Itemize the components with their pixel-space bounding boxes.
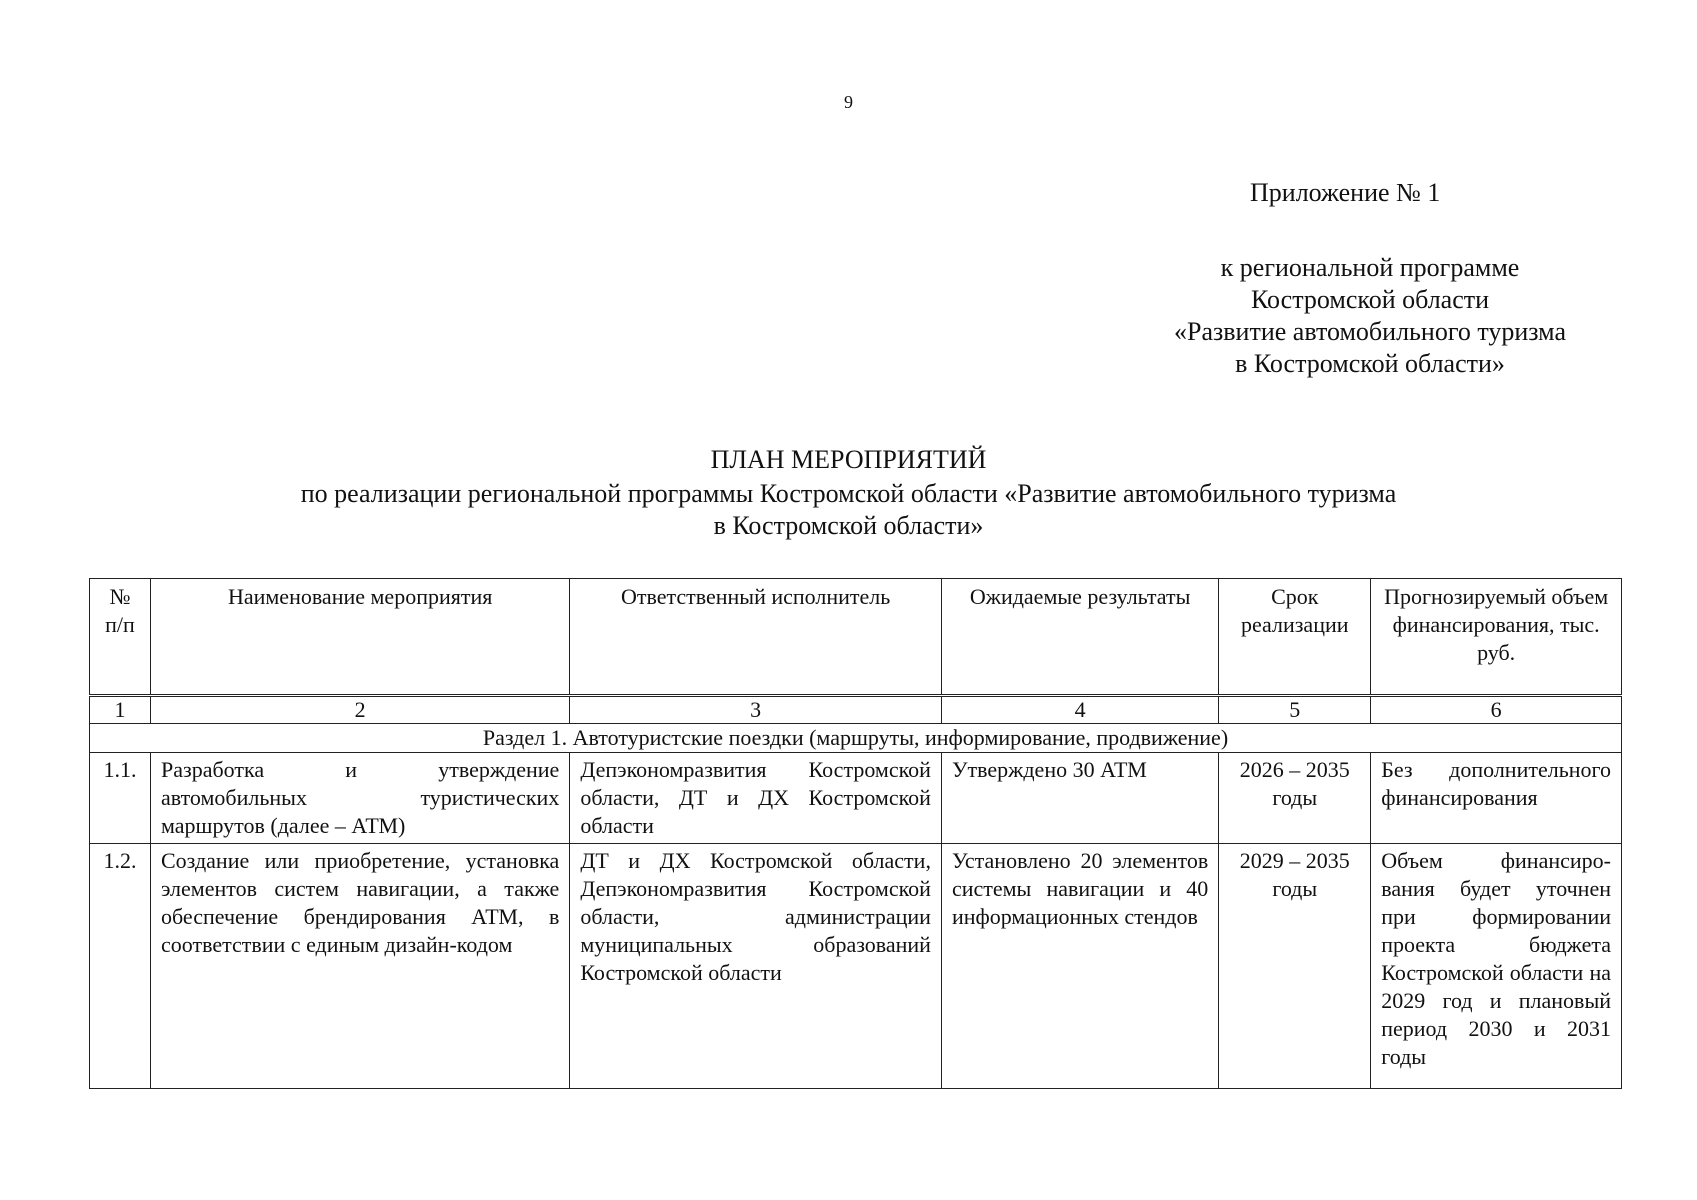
plan-table xyxy=(89,578,1622,1089)
header-number: № п/п xyxy=(90,579,151,696)
plan-subtitle-line: по реализации региональной программы Костромской области «Развитие автомобильного туризма xyxy=(300,479,1397,508)
row-funding: Объем финансиро-вания будет уточнен при формировании проекта бюджета Костромской области на 2029 год и плановый период 2030 и 2031 годы xyxy=(1371,844,1622,1089)
appendix-line: к региональной программе xyxy=(1220,253,1520,282)
row-period: 2029 – 2035 годы xyxy=(1219,844,1371,1089)
section-title: Раздел 1. Автотуристские поездки (маршруты, информирование, продвижение) xyxy=(90,724,1622,753)
column-number: 1 xyxy=(90,696,151,724)
row-executor: Депэкономразвития Костромской области, ДТ и ДХ Костромской области xyxy=(570,753,942,844)
table-header-row xyxy=(90,579,1622,696)
row-funding: Без дополнительного финансирования xyxy=(1371,753,1622,844)
row-name: Создание или приобретение, установка элементов систем навигации, а также обеспечение брендирования АТМ, в соответствии с единым дизайн-кодом xyxy=(151,844,570,1089)
row-name: Разработка и утверждение автомобильных туристических маршрутов (далее – АТМ) xyxy=(151,753,570,844)
column-number: 3 xyxy=(570,696,942,724)
section-row xyxy=(90,724,1622,753)
row-number: 1.2. xyxy=(90,844,151,1089)
table-row xyxy=(90,753,1622,844)
header-funding: Прогнозируемый объем финансирования, тыс. руб. xyxy=(1371,579,1622,696)
column-number: 2 xyxy=(151,696,570,724)
row-executor: ДТ и ДХ Костромской области, Депэкономразвития Костромской области, администрации муниципальных образований Костромской области xyxy=(570,844,942,1089)
page-number: 9 xyxy=(844,92,853,112)
row-number: 1.1. xyxy=(90,753,151,844)
row-result: Установлено 20 элементов системы навигации и 40 информационных стендов xyxy=(941,844,1218,1089)
table-row xyxy=(90,844,1622,1089)
appendix-line: в Костромской области» xyxy=(1235,349,1505,378)
column-number: 6 xyxy=(1371,696,1622,724)
appendix-line: «Развитие автомобильного туризма xyxy=(1174,317,1566,346)
header-executor: Ответственный исполнитель xyxy=(570,579,942,696)
header-name: Наименование мероприятия xyxy=(151,579,570,696)
appendix-line: Костромской области xyxy=(1250,285,1490,314)
row-result: Утверждено 30 АТМ xyxy=(941,753,1218,844)
appendix-lines xyxy=(1120,252,1620,380)
header-period: Срок реализации xyxy=(1219,579,1371,696)
plan-subtitle-line: в Костромской области» xyxy=(713,511,984,540)
column-number: 4 xyxy=(941,696,1218,724)
plan-subtitle xyxy=(0,478,1697,542)
appendix-title: Приложение № 1 xyxy=(1250,178,1441,207)
column-number-row xyxy=(90,696,1622,724)
plan-title: ПЛАН МЕРОПРИЯТИЙ xyxy=(710,445,987,474)
column-number: 5 xyxy=(1219,696,1371,724)
row-period: 2026 – 2035 годы xyxy=(1219,753,1371,844)
header-result: Ожидаемые результаты xyxy=(941,579,1218,696)
